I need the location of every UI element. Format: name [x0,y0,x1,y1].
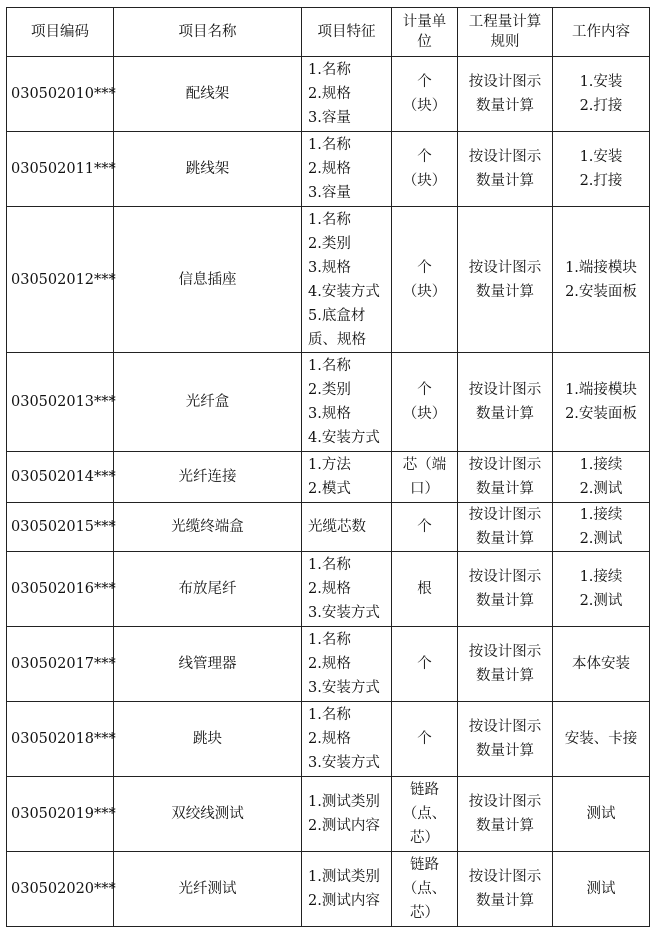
header-unit-line2: 位 [417,34,432,50]
unit-cell [392,852,458,927]
work-content-cell-line: 2.打接 [579,173,623,189]
item-features-cell-line: 1.名称 [308,211,351,228]
item-code-cell: 030502013*** [7,353,114,452]
unit-cell [392,207,458,353]
work-content-cell-line: 本体安装 [572,656,630,672]
work-content-cell-line: 2.测试 [579,531,623,547]
item-features-cell [302,852,392,927]
unit-cell-line: 个 [417,382,432,398]
rule-cell [458,702,553,777]
unit-cell [392,627,458,702]
header-unit-line1: 计量单 [402,14,447,30]
header-rule [458,8,553,57]
unit-cell-line: 链路 [410,857,439,873]
work-content-cell-line: 测试 [586,881,616,897]
item-features-cell-line: 1.名称 [308,707,351,723]
item-features-cell-line: 2.类别 [308,235,351,252]
item-features-cell [302,57,392,132]
work-content-cell [553,57,650,132]
unit-cell-line: （点、 [402,881,447,897]
table-row [7,627,650,702]
item-features-cell-line: 3.安装方式 [308,680,380,696]
work-content-cell-line: 安装、卡接 [564,731,638,747]
unit-cell [392,777,458,852]
work-content-cell [553,702,650,777]
work-content-cell [553,852,650,927]
header-work: 工作内容 [553,8,650,57]
unit-cell-line: 个 [417,259,432,276]
item-features-cell-line: 1.名称 [308,632,351,648]
unit-cell [392,353,458,452]
unit-cell-line: 个 [417,731,432,747]
item-features-cell-line: 3.安装方式 [308,605,380,621]
rule-cell-line: 按设计图示 [468,382,542,398]
unit-cell-line: 个 [417,519,432,535]
item-name-cell: 布放尾纤 [114,552,302,627]
work-content-cell [553,627,650,702]
work-content-cell-line: 2.安装面板 [565,283,637,300]
item-features-cell-line: 2.模式 [308,481,351,497]
item-features-cell [302,503,392,552]
item-features-cell-line: 光缆芯数 [308,519,366,535]
header-name: 项目名称 [114,8,302,57]
table-row [7,353,650,452]
rule-cell [458,852,553,927]
rule-cell-line: 按设计图示 [468,74,542,90]
bill-of-quantities-table [6,7,650,927]
item-code-cell: 030502014*** [7,452,114,503]
rule-cell-line: 按设计图示 [468,794,542,810]
rule-cell-line: 按设计图示 [468,457,542,473]
item-features-cell [302,552,392,627]
item-features-cell-line: 3.规格 [308,259,351,276]
item-features-cell-line: 4.安装方式 [308,430,380,446]
item-features-cell-line: 1.名称 [308,137,351,153]
rule-cell-line: 数量计算 [476,593,534,609]
item-features-cell-line: 1.名称 [308,358,351,374]
item-name-cell: 信息插座 [114,207,302,353]
unit-cell-line: 个 [417,74,432,90]
item-features-cell [302,702,392,777]
header-rule-line2: 规则 [490,34,520,50]
work-content-cell [553,503,650,552]
unit-cell [392,132,458,207]
unit-cell-line: 芯（端 [402,457,447,473]
item-code-cell: 030502015*** [7,503,114,552]
item-features-cell-line: 2.测试内容 [308,818,380,834]
rule-cell-line: 数量计算 [476,406,534,422]
item-features-cell-line: 1.测试类别 [308,794,380,810]
item-features-cell [302,132,392,207]
item-name-cell: 跳线架 [114,132,302,207]
item-features-cell-line: 4.安装方式 [308,283,380,300]
table-row [7,503,650,552]
work-content-cell [553,452,650,503]
item-name-cell: 光纤连接 [114,452,302,503]
rule-cell [458,207,553,353]
rule-cell-line: 数量计算 [476,531,534,547]
unit-cell-line: （块） [402,173,447,189]
header-features: 项目特征 [302,8,392,57]
rule-cell-line: 数量计算 [476,173,534,189]
item-code-cell: 030502010*** [7,57,114,132]
table-row [7,777,650,852]
table-row [7,702,650,777]
work-content-cell [553,353,650,452]
item-features-cell-line: 1.名称 [308,62,351,78]
table-row [7,57,650,132]
item-features-cell-line: 1.名称 [308,557,351,573]
rule-cell-line: 按设计图示 [468,569,542,585]
rule-cell-line: 按设计图示 [468,149,542,165]
item-features-cell-line: 3.规格 [308,406,351,422]
work-content-cell-line: 1.端接模块 [565,382,637,398]
item-features-cell-line: 3.容量 [308,110,351,126]
item-code-cell: 030502020*** [7,852,114,927]
header-unit [392,8,458,57]
item-features-cell-line: 5.底盒材 [308,307,366,324]
rule-cell [458,777,553,852]
unit-cell [392,57,458,132]
item-features-cell [302,207,392,353]
work-content-cell-line: 1.接续 [579,457,623,473]
table-row [7,852,650,927]
work-content-cell-line: 1.安装 [579,149,623,165]
work-content-cell-line: 1.接续 [579,507,623,523]
rule-cell-line: 数量计算 [476,283,534,300]
item-code-cell: 030502011*** [7,132,114,207]
work-content-cell-line: 2.安装面板 [565,406,637,422]
item-name-cell: 配线架 [114,57,302,132]
item-name-cell: 双绞线测试 [114,777,302,852]
rule-cell-line: 数量计算 [476,98,534,114]
item-features-cell-line: 2.规格 [308,731,351,747]
unit-cell [392,552,458,627]
work-content-cell [553,777,650,852]
unit-cell [392,503,458,552]
item-name-cell: 跳块 [114,702,302,777]
item-features-cell [302,452,392,503]
work-content-cell [553,132,650,207]
rule-cell-line: 数量计算 [476,818,534,834]
work-content-cell-line: 1.接续 [579,569,623,585]
work-content-cell-line: 2.打接 [579,98,623,114]
item-code-cell: 030502018*** [7,702,114,777]
item-features-cell [302,627,392,702]
rule-cell-line: 按设计图示 [468,644,542,660]
table-row [7,207,650,353]
rule-cell-line: 按设计图示 [468,259,542,276]
item-features-cell-line: 质、规格 [308,331,366,348]
unit-cell-line: 芯） [410,905,439,921]
rule-cell [458,552,553,627]
item-features-cell-line: 3.安装方式 [308,755,380,771]
rule-cell-line: 按设计图示 [468,507,542,523]
item-features-cell-line: 2.类别 [308,382,351,398]
work-content-cell-line: 2.测试 [579,481,623,497]
item-code-cell: 030502017*** [7,627,114,702]
item-name-cell: 线管理器 [114,627,302,702]
item-code-cell: 030502016*** [7,552,114,627]
rule-cell [458,57,553,132]
rule-cell [458,452,553,503]
item-features-cell-line: 2.测试内容 [308,893,380,909]
item-name-cell: 光纤盒 [114,353,302,452]
table-row [7,132,650,207]
item-features-cell-line: 2.规格 [308,581,351,597]
item-name-cell: 光纤测试 [114,852,302,927]
table-row [7,452,650,503]
unit-cell-line: 根 [417,581,432,597]
unit-cell [392,702,458,777]
unit-cell-line: 芯） [410,830,439,846]
rule-cell-line: 按设计图示 [468,719,542,735]
unit-cell-line: （点、 [402,806,447,822]
work-content-cell [553,552,650,627]
unit-cell-line: （块） [402,98,447,114]
item-features-cell [302,353,392,452]
rule-cell [458,132,553,207]
item-features-cell-line: 2.规格 [308,86,351,102]
unit-cell-line: 个 [417,656,432,672]
work-content-cell-line: 1.端接模块 [565,259,637,276]
work-content-cell-line: 测试 [586,806,616,822]
item-name-cell: 光缆终端盒 [114,503,302,552]
item-features-cell-line: 3.容量 [308,185,351,201]
item-features-cell-line: 1.测试类别 [308,869,380,885]
unit-cell-line: （块） [402,283,447,300]
work-content-cell [553,207,650,353]
item-code-cell: 030502019*** [7,777,114,852]
rule-cell [458,627,553,702]
unit-cell-line: （块） [402,406,447,422]
work-content-cell-line: 1.安装 [579,74,623,90]
header-row [7,8,650,57]
unit-cell [392,452,458,503]
rule-cell-line: 数量计算 [476,893,534,909]
header-rule-line1: 工程量计算 [468,14,542,30]
rule-cell-line: 数量计算 [476,668,534,684]
item-code-cell: 030502012*** [7,207,114,353]
unit-cell-line: 链路 [410,782,439,798]
table-row [7,552,650,627]
unit-cell-line: 口） [410,481,439,497]
header-code: 项目编码 [7,8,114,57]
work-content-cell-line: 2.测试 [579,593,623,609]
item-features-cell-line: 1.方法 [308,457,351,473]
item-features-cell-line: 2.规格 [308,656,351,672]
unit-cell-line: 个 [417,149,432,165]
item-features-cell [302,777,392,852]
item-features-cell-line: 2.规格 [308,161,351,177]
rule-cell-line: 按设计图示 [468,869,542,885]
rule-cell [458,353,553,452]
rule-cell [458,503,553,552]
rule-cell-line: 数量计算 [476,481,534,497]
rule-cell-line: 数量计算 [476,743,534,759]
